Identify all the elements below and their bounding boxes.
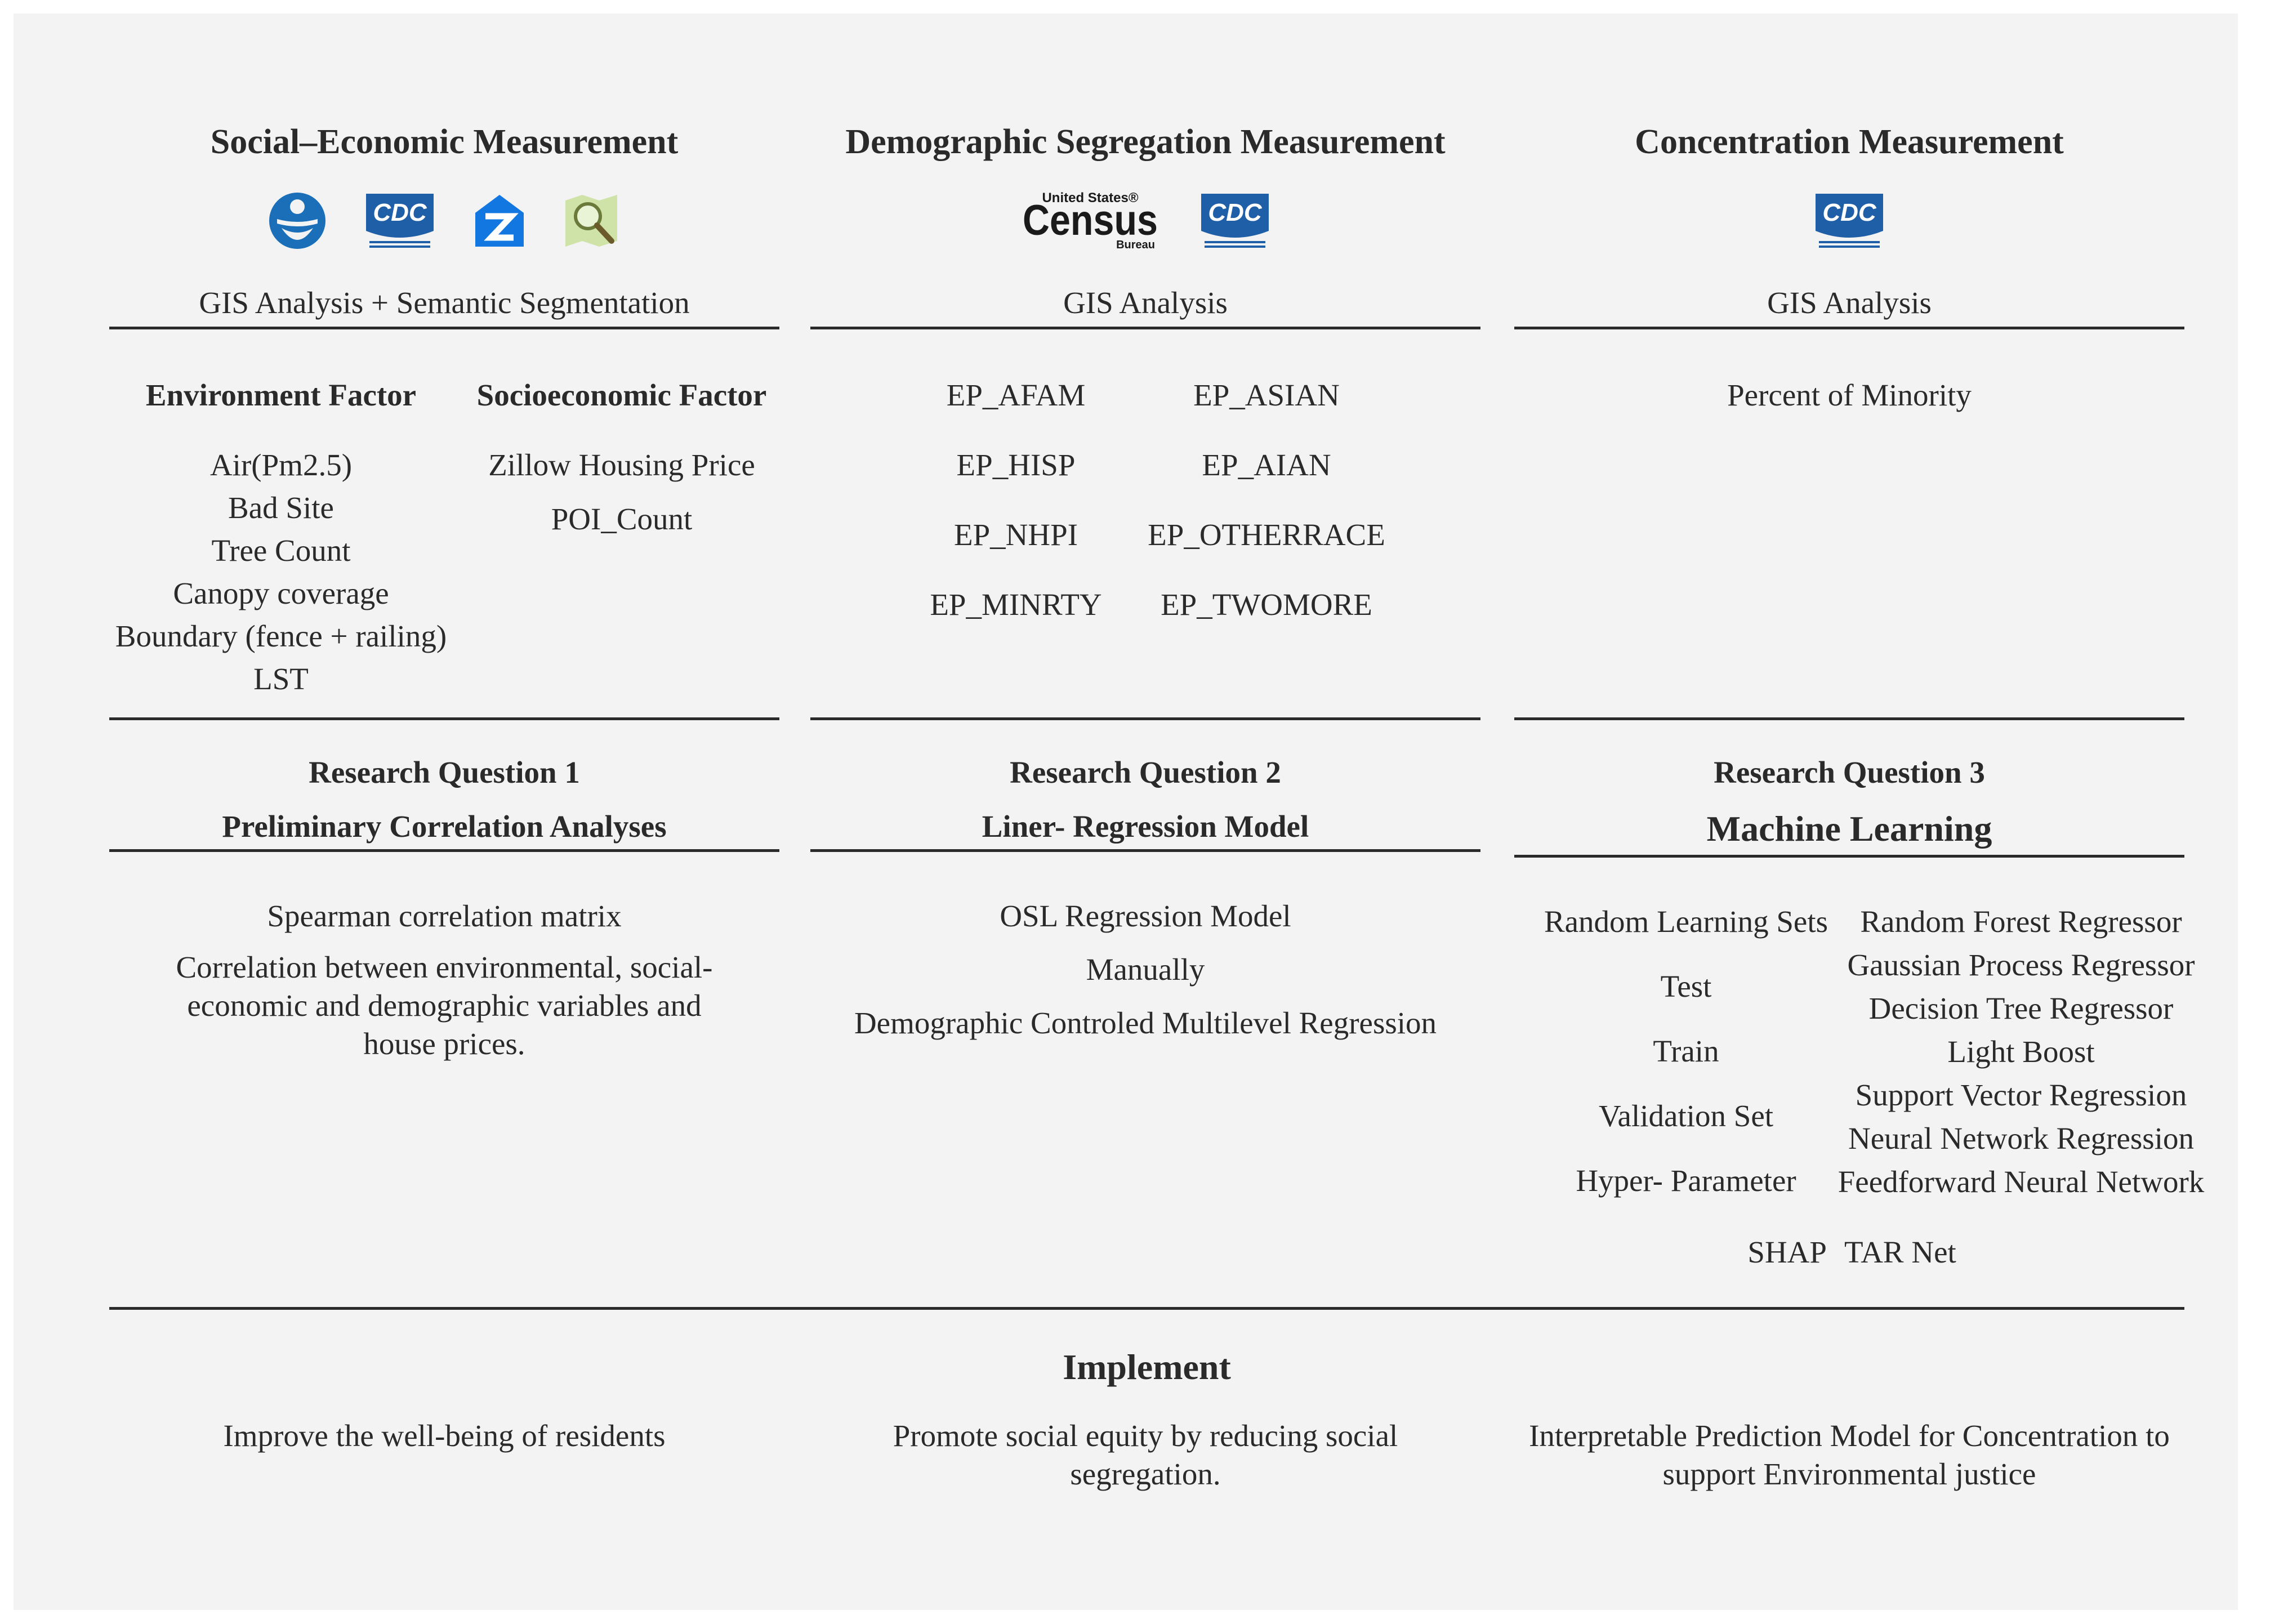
implement-goal: Promote social equity by reducing social segregation. bbox=[893, 1418, 1398, 1491]
list-item: EP_OTHERRACE bbox=[1148, 517, 1385, 552]
environment-factor-header: Environment Factor bbox=[145, 378, 417, 412]
rq3-right-item: Support Vector Regression bbox=[1855, 1078, 2187, 1112]
list-item: Boundary (fence + railing) bbox=[115, 619, 447, 653]
diagram-canvas bbox=[14, 14, 2238, 1610]
col3-method: GIS Analysis bbox=[1767, 285, 1932, 320]
col1-method: GIS Analysis + Semantic Segmentation bbox=[199, 285, 690, 320]
cdc-icon bbox=[364, 191, 436, 253]
rq3-left-item: Train bbox=[1653, 1034, 1719, 1068]
census-icon bbox=[1020, 190, 1161, 255]
rq1-label: Research Question 1 bbox=[309, 755, 580, 789]
col2-logos bbox=[810, 182, 1480, 261]
cdc-icon bbox=[1199, 191, 1271, 253]
divider bbox=[1514, 855, 2184, 858]
svg-text:CDC: CDC bbox=[1208, 198, 1262, 226]
list-item: POI_Count bbox=[551, 502, 693, 536]
col2-method: GIS Analysis bbox=[1063, 285, 1228, 320]
epa-icon bbox=[269, 190, 325, 255]
implement-title: Implement bbox=[1063, 1347, 1231, 1387]
divider bbox=[109, 327, 779, 329]
rq3-left-item: Test bbox=[1660, 969, 1712, 1003]
divider bbox=[109, 849, 779, 852]
divider bbox=[810, 849, 1480, 852]
list-item: EP_MINRTY bbox=[930, 587, 1102, 622]
rq3-right-item: Light Boost bbox=[1947, 1034, 2095, 1069]
rq3-left-item: Random Learning Sets bbox=[1544, 904, 1828, 939]
list-item: EP_AFAM bbox=[946, 378, 1086, 412]
list-item: EP_AIAN bbox=[1202, 448, 1331, 482]
rq2-label: Research Question 2 bbox=[1010, 755, 1281, 789]
list-item: Canopy coverage bbox=[173, 576, 389, 610]
list-item: Bad Site bbox=[228, 490, 334, 525]
col2-title: Demographic Segregation Measurement bbox=[845, 123, 1446, 161]
svg-text:Census: Census bbox=[1023, 196, 1158, 244]
rq1-method: Spearman correlation matrix bbox=[267, 899, 622, 933]
rq2-method: Demographic Controled Multilevel Regression bbox=[854, 1006, 1437, 1040]
rq1-description: Correlation between environmental, social-economic and demographic variables and house prices. bbox=[176, 950, 713, 1061]
list-item: EP_TWOMORE bbox=[1161, 587, 1372, 622]
rq3-right-item: Feedforward Neural Network bbox=[1837, 1165, 2205, 1199]
rq3-label: Research Question 3 bbox=[1714, 755, 1985, 789]
divider bbox=[810, 327, 1480, 329]
divider bbox=[1514, 717, 2184, 720]
rq3-right-item: Gaussian Process Regressor bbox=[1847, 948, 2195, 982]
svg-text:CDC: CDC bbox=[1822, 198, 1876, 226]
divider bbox=[1514, 327, 2184, 329]
map-search-icon bbox=[563, 193, 619, 252]
implement-goal: Interpretable Prediction Model for Concentration to support Environmental justice bbox=[1529, 1418, 2170, 1491]
rq3-tarnet: TAR Net bbox=[1844, 1235, 1956, 1269]
implement-goal: Improve the well-being of residents bbox=[223, 1418, 666, 1453]
list-item: LST bbox=[253, 662, 309, 696]
rq2-method: OSL Regression Model bbox=[1000, 899, 1291, 933]
rq3-right-item: Neural Network Regression bbox=[1848, 1121, 2194, 1155]
list-item: EP_NHPI bbox=[953, 517, 1078, 552]
divider bbox=[109, 1307, 2184, 1310]
rq3-name: Machine Learning bbox=[1706, 809, 1992, 849]
col3-logos bbox=[1514, 182, 2184, 261]
svg-text:CDC: CDC bbox=[373, 198, 427, 226]
zillow-icon bbox=[474, 193, 525, 252]
list-item: EP_ASIAN bbox=[1193, 378, 1340, 412]
col1-logos bbox=[109, 182, 779, 261]
list-item: Tree Count bbox=[211, 533, 351, 568]
rq3-left-item: Validation Set bbox=[1598, 1099, 1774, 1133]
divider bbox=[810, 717, 1480, 720]
rq3-left-item: Hyper- Parameter bbox=[1576, 1163, 1796, 1198]
rq3-shap: SHAP bbox=[1747, 1235, 1827, 1269]
list-item: EP_HISP bbox=[956, 448, 1076, 482]
socioeconomic-factor-header: Socioeconomic Factor bbox=[476, 378, 767, 412]
list-item: Air(Pm2.5) bbox=[209, 448, 353, 482]
divider bbox=[109, 717, 779, 720]
list-item: Percent of Minority bbox=[1727, 378, 1972, 412]
rq2-name: Liner- Regression Model bbox=[982, 809, 1309, 844]
rq3-right-item: Decision Tree Regressor bbox=[1868, 991, 2174, 1025]
rq1-name: Preliminary Correlation Analyses bbox=[222, 809, 667, 844]
svg-text:Bureau: Bureau bbox=[1116, 238, 1155, 251]
col1-title: Social–Economic Measurement bbox=[210, 123, 679, 161]
rq2-method: Manually bbox=[1086, 952, 1205, 987]
col3-title: Concentration Measurement bbox=[1635, 123, 2064, 161]
list-item: Zillow Housing Price bbox=[488, 448, 755, 482]
svg-text:United States®: United States® bbox=[1042, 190, 1139, 206]
rq3-right-item: Random Forest Regressor bbox=[1860, 904, 2182, 939]
cdc-icon bbox=[1813, 191, 1885, 253]
